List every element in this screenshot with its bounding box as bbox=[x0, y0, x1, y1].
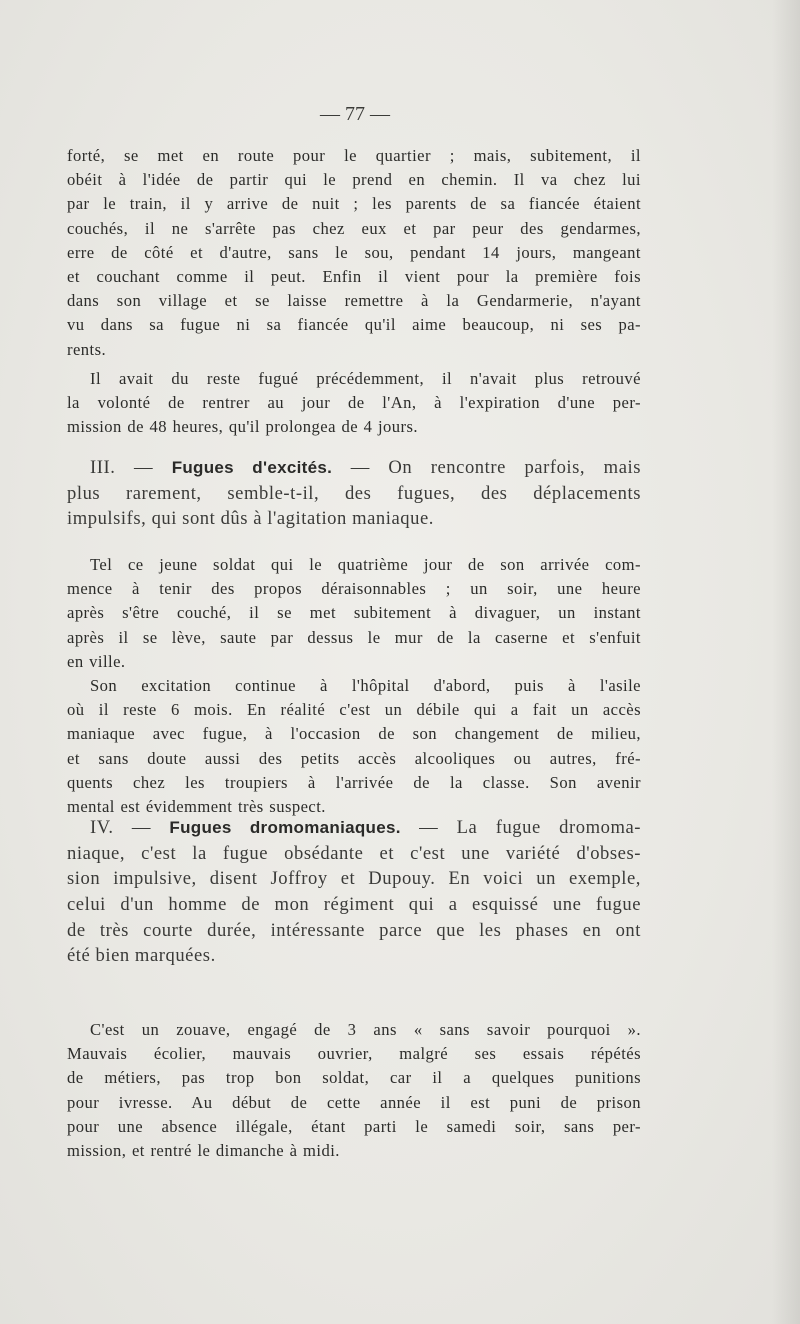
section-title: Fugues d'excités. bbox=[171, 458, 333, 477]
text-line: après s'être couché, il se met subitement à divaguer, un instant bbox=[67, 603, 641, 623]
text-line: mental est évidemment très suspect. bbox=[67, 796, 326, 816]
text-line: impulsifs, qui sont dûs à l'agitation maniaque. bbox=[67, 508, 434, 530]
text-line: Son excitation continue à l'hôpital d'abord, puis à l'asile bbox=[90, 676, 641, 695]
text-line: et sans doute aussi des petits accès alcooliques ou autres, fré- bbox=[67, 748, 641, 768]
text-line: celui d'un homme de mon régiment qui a esquissé une fugue bbox=[67, 894, 641, 916]
text-line: couchés, il ne s'arrête pas chez eux et par peur des gendarmes, bbox=[67, 218, 641, 238]
paragraph-5 bbox=[67, 1018, 641, 1163]
text-line: plus rarement, semble-t-il, des fugues, des déplacements bbox=[67, 482, 641, 504]
paragraph-3 bbox=[67, 553, 641, 674]
text-line: Mauvais écolier, mauvais ouvrier, malgré ses essais répétés bbox=[67, 1044, 641, 1064]
text-line: été bien marquées. bbox=[67, 945, 216, 967]
text-line: mence à tenir des propos déraisonnables ; un soir, une heure bbox=[67, 579, 641, 599]
paragraph-1 bbox=[67, 144, 641, 362]
text-line: par le train, il y arrive de nuit ; les parents de sa fiancée étaient bbox=[67, 194, 641, 214]
section-iv-heading-line bbox=[67, 815, 641, 841]
text-fragment: — La fugue dromoma- bbox=[419, 817, 642, 838]
text-line: erre de côté et d'autre, sans le sou, pendant 14 jours, mangeant bbox=[67, 242, 641, 262]
text-line: mission, et rentré le dimanche à midi. bbox=[67, 1140, 340, 1160]
text-line: et couchant comme il peut. Enfin il vient pour la première fois bbox=[67, 266, 641, 286]
text-line: maniaque avec fugue, à l'occasion de son changement de milieu, bbox=[67, 724, 641, 744]
paragraph-2 bbox=[67, 367, 641, 440]
text-line: de métiers, pas trop bon soldat, car il a quelques punitions bbox=[67, 1068, 641, 1088]
section-numeral: IV. — bbox=[90, 817, 152, 838]
text-line: de très courte durée, intéressante parce que les phases en ont bbox=[67, 919, 641, 941]
text-line: sion impulsive, disent Joffroy et Dupouy. En voici un exemple, bbox=[67, 868, 641, 890]
page-number: — 77 — bbox=[320, 103, 390, 125]
text-line: vu dans sa fugue ni sa fiancée qu'il aime beaucoup, ni ses pa- bbox=[67, 315, 641, 335]
text-line: mission de 48 heures, qu'il prolongea de 4 jours. bbox=[67, 417, 419, 437]
text-line: C'est un zouave, engagé de 3 ans « sans savoir pourquoi ». bbox=[90, 1020, 641, 1039]
text-line: niaque, c'est la fugue obsédante et c'est une variété d'obses- bbox=[67, 842, 641, 864]
section-iii bbox=[67, 455, 641, 532]
text-line: forté, se met en route pour le quartier ; mais, subitement, il bbox=[67, 146, 641, 165]
text-line: dans son village et se laisse remettre à la Gendarmerie, n'ayant bbox=[67, 291, 641, 311]
section-numeral: III. — bbox=[90, 457, 154, 478]
text-line: la volonté de rentrer au jour de l'An, à l'expiration d'une per- bbox=[67, 393, 641, 413]
text-line: pour ivresse. Au début de cette année il est puni de prison bbox=[67, 1092, 641, 1112]
section-title: Fugues dromomaniaques. bbox=[169, 818, 401, 837]
paragraph-4 bbox=[67, 674, 641, 819]
section-iv bbox=[67, 815, 641, 969]
text-line: obéit à l'idée de partir qui le prend en chemin. Il va chez lui bbox=[67, 170, 641, 190]
text-line: quents chez les troupiers à l'arrivée de la classe. Son avenir bbox=[67, 772, 641, 792]
text-fragment: — On rencontre parfois, mais bbox=[350, 457, 642, 478]
text-line: Il avait du reste fugué précédemment, il n'avait plus retrouvé bbox=[90, 369, 641, 388]
text-line: Tel ce jeune soldat qui le quatrième jour de son arrivée com- bbox=[90, 555, 641, 574]
text-line: après il se lève, saute par dessus le mur de la caserne et s'enfuit bbox=[67, 627, 641, 647]
text-line: rents. bbox=[67, 339, 107, 359]
text-line: où il reste 6 mois. En réalité c'est un débile qui a fait un accès bbox=[67, 700, 641, 720]
text-line: pour une absence illégale, étant parti le samedi soir, sans per- bbox=[67, 1116, 641, 1136]
text-line: en ville. bbox=[67, 651, 126, 671]
section-iii-heading-line bbox=[67, 455, 641, 481]
